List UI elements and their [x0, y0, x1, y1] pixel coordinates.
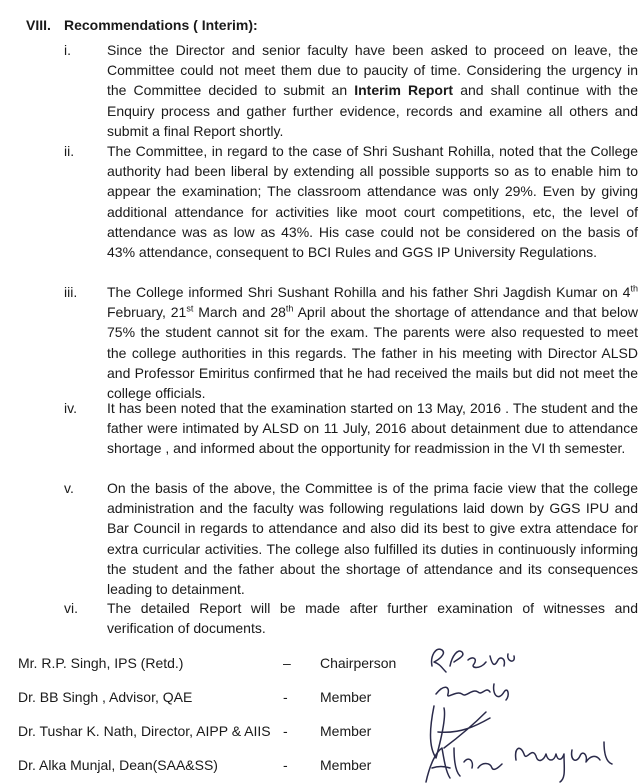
- ordinal-suffix: th: [630, 283, 638, 294]
- item-paragraph: On the basis of the above, the Committee is of the prima facie view that the college administration and the faculty was following regulations laid down by GGS IPU and Bar Council in regards to attendance and also did its best to give extra attendace for extra curricular activities. The college also fulfilled its duties in continuously informing the student and the father about the shortage of attendance and its consequences leading to detainment.: [107, 480, 638, 598]
- item-paragraph: The Committee, in regard to the case of Shri Sushant Rohilla, noted that the College authority had been liberal by extending all possible supports so as to enable him to appear the examination; The classroom attendance was only 29%. Even by giving additional attendance for activities like moot court competitions, etc, the level of attendance was as low as 43%. His case could not be considered on the basis of 43% attendance, consequent to BCI Rules and GGS IP University Regulations.: [107, 143, 638, 261]
- signature-alka-munjal: [426, 742, 612, 782]
- item-number: iv.: [64, 400, 77, 416]
- section-title: Recommendations ( Interim):: [64, 17, 258, 33]
- signatory-name: Dr. Alka Munjal, Dean(SAA&SS): [18, 757, 218, 773]
- signatory-role: Member: [320, 689, 372, 705]
- item-number: vi.: [64, 600, 78, 616]
- item-text: [107, 141, 638, 262]
- item-text-part: and shall continue with the Enquiry process and gather further evidence, records and examine all others and submit a final Report shortly.: [107, 82, 639, 139]
- item-text: [107, 598, 638, 638]
- ordinal-suffix: th: [285, 303, 294, 314]
- item-paragraph: The detailed Report will be made after further examination of witnesses and verification of documents.: [107, 600, 638, 637]
- item-paragraph: It has been noted that the examination started on 13 May, 2016 . The student and the father were intimated by ALSD on 11 July, 2016 about detainment due to attendance shortage , and informed about the opportunity for readmission in the VI th semester.: [107, 400, 638, 457]
- section-number: VIII.: [26, 17, 51, 33]
- item-text-part: February, 21: [107, 304, 187, 321]
- item-text-part: March and 28: [193, 304, 286, 321]
- signatory-name: Dr. BB Singh , Advisor, QAE: [18, 689, 193, 705]
- signatory-role: Chairperson: [320, 655, 397, 671]
- signatory-role: Member: [320, 757, 372, 773]
- item-text: [107, 282, 638, 403]
- signature-rp-singh: [432, 649, 515, 672]
- item-text-part: Since the Director and senior faculty have been asked to proceed on leave, the Committee could not meet them due to paucity of time. Considering the urgency in the Committee decided to submit an: [107, 42, 638, 99]
- item-text-part: April about the shortage of attendance and that below 75% the student cannot sit for the exam. The parents were also requested to meet the college authorities in this regards. The father in his meeting with Director ALSD and Professor Emiritus confirmed that he had received the mails but did not meet the college officials.: [107, 304, 639, 402]
- item-number: iii.: [64, 284, 78, 300]
- signatory-dash: -: [283, 689, 288, 705]
- signatory-name: Dr. Tushar K. Nath, Director, AIPP & AIIS: [18, 723, 271, 739]
- item-text: [107, 40, 638, 141]
- handwritten-signatures: [420, 636, 640, 784]
- interim-report-emphasis: Interim Report: [354, 82, 454, 99]
- item-text: [107, 398, 638, 459]
- signatory-role: Member: [320, 723, 372, 739]
- signatory-name: Mr. R.P. Singh, IPS (Retd.): [18, 655, 184, 671]
- item-text-part: The College informed Shri Sushant Rohilla and his father Shri Jagdish Kumar on 4: [107, 284, 631, 300]
- item-number: ii.: [64, 143, 75, 159]
- ordinal-suffix: st: [186, 303, 194, 314]
- signatory-dash: -: [283, 757, 288, 773]
- item-number: v.: [64, 480, 74, 496]
- item-text: [107, 478, 638, 599]
- item-number: i.: [64, 42, 71, 58]
- signature-bb-singh: [436, 684, 508, 700]
- signatory-dash: –: [283, 655, 291, 671]
- signatory-dash: -: [283, 723, 288, 739]
